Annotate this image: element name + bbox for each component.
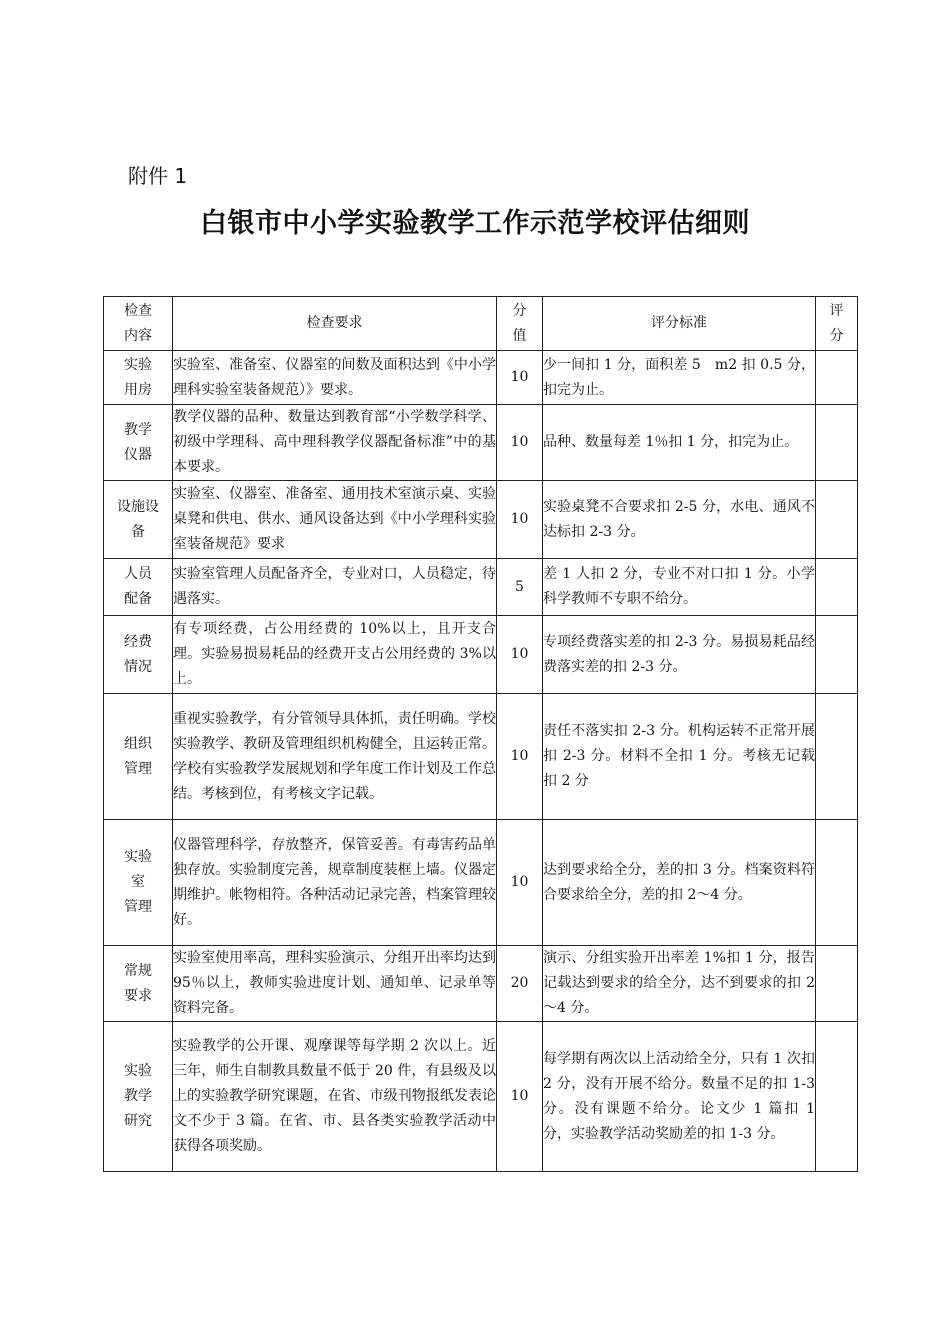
row-mark [816, 481, 858, 559]
row-criteria: 品种、数量每差 1％扣 1 分，扣完为止。 [543, 405, 816, 481]
table-row [104, 405, 858, 481]
row-item: 常规 要求 [104, 946, 173, 1022]
row-criteria: 少一间扣 1 分，面积差 5 m2 扣 0.5 分，扣完为止。 [543, 351, 816, 405]
row-criteria: 每学期有两次以上活动给全分，只有 1 次扣 2 分，没有开展不给分。数量不足的扣 1-3 分。没有课题不给分。论文少 1 篇扣 1 分，实验教学活动奖励差的扣 1-3 分。 [543, 1022, 816, 1172]
table-header-row [104, 297, 858, 351]
row-requirement: 实验室管理人员配备齐全，专业对口，人员稳定，待遇落实。 [173, 559, 497, 616]
row-requirement: 重视实验教学，有分管领导具体抓，责任明确。学校实验教学、教研及管理组织机构健全，且运转正常。学校有实验教学发展规划和学年度工作计划及工作总结。考核到位，有考核文字记载。 [173, 694, 497, 820]
row-mark [816, 1022, 858, 1172]
row-score: 20 [497, 946, 543, 1022]
row-criteria: 实验桌凳不合要求扣 2-5 分，水电、通风不达标扣 2-3 分。 [543, 481, 816, 559]
row-item: 教学 仪器 [104, 405, 173, 481]
attachment-label: 附件 1 [128, 164, 188, 188]
row-mark [816, 351, 858, 405]
table-row [104, 694, 858, 820]
row-score: 5 [497, 559, 543, 616]
row-score: 10 [497, 481, 543, 559]
evaluation-table [103, 296, 858, 1172]
table-row [104, 820, 858, 946]
table-row [104, 481, 858, 559]
row-item: 实验 室 管理 [104, 820, 173, 946]
table-row [104, 946, 858, 1022]
row-criteria: 责任不落实扣 2-3 分。机构运转不正常开展扣 2-3 分。材料不全扣 1 分。考核无记载扣 2 分 [543, 694, 816, 820]
row-requirement: 实验室、准备室、仪器室的间数及面积达到《中小学理科实验室装备规范）》要求。 [173, 351, 497, 405]
header-requirement: 检查要求 [173, 297, 497, 351]
document-title: 白银市中小学实验教学工作示范学校评估细则 [200, 208, 750, 239]
row-item: 经费 情况 [104, 616, 173, 694]
row-item: 实验 用房 [104, 351, 173, 405]
row-requirement: 实验室使用率高，理科实验演示、分组开出率均达到 95％以上，教师实验进度计划、通知单、记录单等资料完备。 [173, 946, 497, 1022]
row-mark [816, 405, 858, 481]
row-item: 设施设 备 [104, 481, 173, 559]
table-row [104, 559, 858, 616]
row-score: 10 [497, 694, 543, 820]
row-score: 10 [497, 351, 543, 405]
row-mark [816, 559, 858, 616]
table-row [104, 616, 858, 694]
row-mark [816, 616, 858, 694]
row-criteria: 演示、分组实验开出率差 1%扣 1 分，报告记载达到要求的给全分，达不到要求的扣 2～4 分。 [543, 946, 816, 1022]
header-item: 检查 内容 [104, 297, 173, 351]
row-item: 组织 管理 [104, 694, 173, 820]
row-criteria: 达到要求给全分，差的扣 3 分。档案资料符合要求给全分，差的扣 2～4 分。 [543, 820, 816, 946]
row-score: 10 [497, 616, 543, 694]
row-mark [816, 820, 858, 946]
header-criteria: 评分标准 [543, 297, 816, 351]
row-requirement: 仪器管理科学，存放整齐，保管妥善。有毒害药品单独存放。实验制度完善，规章制度装框上墙。仪器定期维护。帐物相符。各种活动记录完善，档案管理较好。 [173, 820, 497, 946]
row-score: 10 [497, 405, 543, 481]
table-row [104, 1022, 858, 1172]
row-score: 10 [497, 820, 543, 946]
row-requirement: 实验室、仪器室、准备室、通用技术室演示桌、实验桌凳和供电、供水、通风设备达到《中小学理科实验室装备规范》要求 [173, 481, 497, 559]
header-score: 分 值 [497, 297, 543, 351]
row-requirement: 实验教学的公开课、观摩课等每学期 2 次以上。近三年，师生自制教具数量不低于 20 件，有县级及以上的实验教学研究课题，在省、市级刊物报纸发表论文不少于 3 篇。在省、市、县各类实验教学活动中获得各项奖励。 [173, 1022, 497, 1172]
row-score: 10 [497, 1022, 543, 1172]
row-requirement: 教学仪器的品种、数量达到教育部“小学数学科学、初级中学理科、高中理科教学仪器配备标准”中的基本要求。 [173, 405, 497, 481]
row-mark [816, 694, 858, 820]
row-criteria: 差 1 人扣 2 分，专业不对口扣 1 分。小学科学教师不专职不给分。 [543, 559, 816, 616]
row-item: 人员 配备 [104, 559, 173, 616]
row-criteria: 专项经费落实差的扣 2-3 分。易损易耗品经费落实差的扣 2-3 分。 [543, 616, 816, 694]
row-item: 实验 教学 研究 [104, 1022, 173, 1172]
row-requirement: 有专项经费，占公用经费的 10%以上，且开支合理。实验易损易耗品的经费开支占公用经费的 3%以上。 [173, 616, 497, 694]
table-row [104, 351, 858, 405]
header-mark: 评 分 [816, 297, 858, 351]
row-mark [816, 946, 858, 1022]
